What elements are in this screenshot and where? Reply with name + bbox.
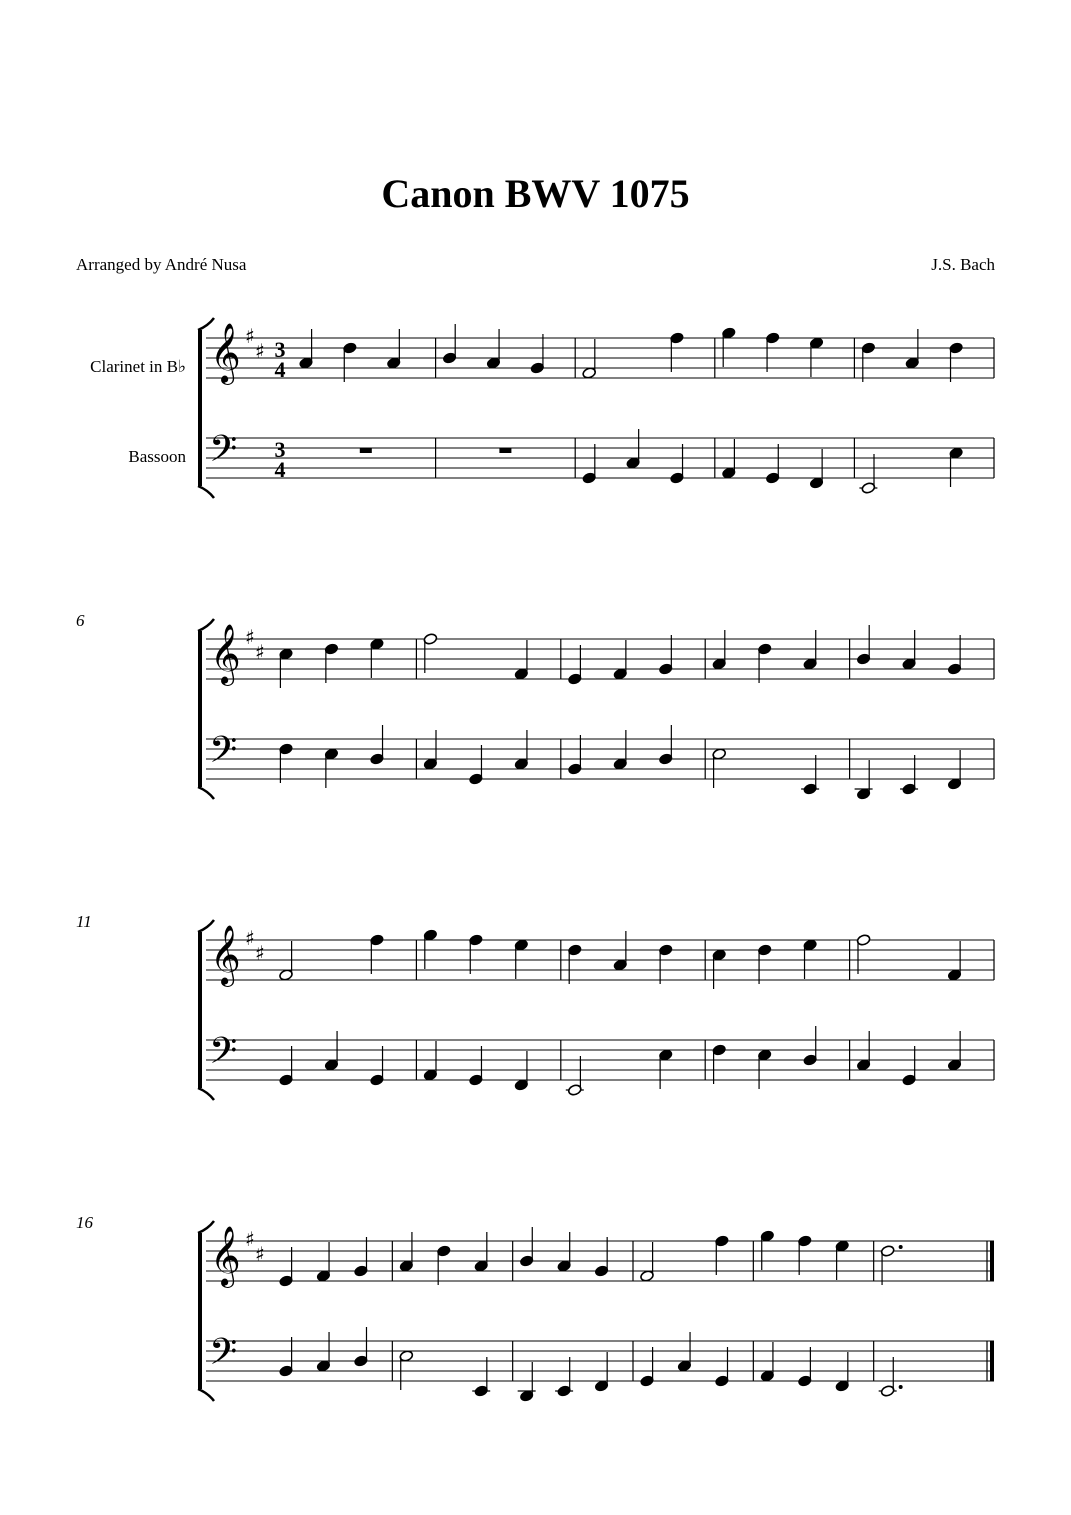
- note: [279, 648, 294, 688]
- note: [530, 334, 545, 374]
- note: [879, 1357, 903, 1397]
- note: [442, 324, 457, 364]
- note: [670, 444, 685, 484]
- sharp-c-icon: ♯: [255, 941, 265, 965]
- note: [947, 1031, 962, 1071]
- treble-clef-icon: 𝄞: [210, 925, 241, 985]
- note: [856, 934, 871, 974]
- sharp-f-icon: ♯: [245, 926, 255, 950]
- system-2: [76, 611, 994, 800]
- note: [900, 755, 918, 795]
- note: [760, 1342, 775, 1382]
- note: [626, 429, 641, 469]
- note: [947, 750, 962, 790]
- note: [902, 630, 917, 670]
- note: [859, 454, 877, 494]
- note: [514, 1051, 529, 1091]
- sharp-f-icon: ♯: [245, 625, 255, 649]
- note: [423, 929, 438, 969]
- time-signature-bottom: 4: [274, 457, 286, 482]
- note: [803, 1026, 818, 1066]
- sharp-c-icon: ♯: [255, 1242, 265, 1266]
- measure-number: 16: [76, 1213, 93, 1232]
- note: [670, 332, 685, 372]
- sharp-c-icon: ♯: [255, 640, 265, 664]
- note: [279, 1046, 294, 1086]
- bass-clef-icon: 𝄢: [209, 428, 238, 479]
- sharp-c-icon: ♯: [255, 339, 265, 363]
- note: [801, 755, 819, 795]
- note: [594, 1352, 609, 1392]
- note: [279, 1247, 294, 1287]
- note: [715, 1347, 730, 1387]
- score-title: Canon BWV 1075: [381, 171, 690, 216]
- treble-clef-icon: 𝄞: [210, 1226, 241, 1286]
- note: [757, 944, 772, 984]
- note: [370, 1046, 385, 1086]
- note: [809, 449, 824, 489]
- note: [613, 931, 628, 971]
- note: [712, 949, 727, 989]
- note: [354, 1327, 369, 1367]
- time-signature-bottom: 4: [274, 357, 286, 382]
- note: [399, 1350, 414, 1390]
- note: [324, 748, 339, 788]
- measure-number: 11: [76, 912, 92, 931]
- final-barline: [990, 1241, 994, 1281]
- note: [370, 638, 385, 678]
- note: [715, 1235, 730, 1275]
- treble-clef-icon: 𝄞: [210, 323, 241, 383]
- note: [658, 635, 673, 675]
- note: [436, 1245, 451, 1285]
- note: [370, 934, 385, 974]
- note: [514, 730, 529, 770]
- note: [279, 941, 294, 981]
- arranger-credit: Arranged by André Nusa: [76, 255, 247, 274]
- system-4: [76, 1213, 994, 1402]
- note: [474, 1232, 489, 1272]
- note: [757, 1049, 772, 1089]
- system-bracket: [198, 330, 202, 486]
- note: [486, 329, 501, 369]
- bracket-bottom-curl: [198, 787, 214, 799]
- note: [765, 332, 780, 372]
- note: [947, 635, 962, 675]
- note: [299, 329, 314, 369]
- note: [582, 339, 597, 379]
- note: [640, 1347, 655, 1387]
- note: [613, 640, 628, 680]
- composer-credit: J.S. Bach: [931, 255, 995, 274]
- note: [765, 444, 780, 484]
- note: [514, 939, 529, 979]
- note: [567, 645, 582, 685]
- bracket-bottom-curl: [198, 486, 214, 498]
- augmentation-dot: [899, 1385, 903, 1389]
- measure-number: 6: [76, 611, 85, 630]
- note: [469, 745, 484, 785]
- note: [757, 643, 772, 683]
- bass-clef-icon: 𝄢: [209, 729, 238, 780]
- note: [354, 1237, 369, 1277]
- note: [658, 944, 673, 984]
- note: [423, 1041, 438, 1081]
- note: [613, 730, 628, 770]
- sharp-f-icon: ♯: [245, 324, 255, 348]
- augmentation-dot: [899, 1245, 903, 1249]
- note: [566, 1056, 584, 1096]
- bracket-bottom-curl: [198, 1088, 214, 1100]
- note: [518, 1362, 536, 1402]
- note: [835, 1240, 850, 1280]
- note: [835, 1352, 850, 1392]
- note: [902, 1046, 917, 1086]
- time-signature-top: 3: [274, 437, 286, 462]
- note: [279, 1337, 294, 1377]
- sharp-f-icon: ♯: [245, 1227, 255, 1251]
- note: [582, 444, 597, 484]
- note: [712, 630, 727, 670]
- note: [324, 1031, 339, 1071]
- note: [557, 1232, 572, 1272]
- note: [797, 1235, 812, 1275]
- note: [316, 1242, 331, 1282]
- note: [469, 1046, 484, 1086]
- note: [567, 944, 582, 984]
- bass-clef-icon: 𝄢: [209, 1030, 238, 1081]
- note: [567, 735, 582, 775]
- whole-rest: [360, 448, 372, 453]
- instrument-name: Clarinet in B♭: [90, 357, 186, 376]
- note: [760, 1230, 775, 1270]
- note: [803, 939, 818, 979]
- bass-clef-icon: 𝄢: [209, 1331, 238, 1382]
- note: [640, 1242, 655, 1282]
- note: [721, 439, 736, 479]
- note: [721, 327, 736, 367]
- note: [861, 342, 876, 382]
- system-3: [76, 912, 994, 1100]
- note: [519, 1227, 534, 1267]
- note: [343, 342, 358, 382]
- note: [279, 743, 294, 783]
- system-bracket: [198, 1233, 202, 1389]
- note: [949, 342, 964, 382]
- note: [514, 640, 529, 680]
- system-bracket: [198, 631, 202, 787]
- note: [399, 1232, 414, 1272]
- note: [469, 934, 484, 974]
- note: [658, 725, 673, 765]
- note: [809, 337, 824, 377]
- note: [423, 633, 438, 673]
- note: [856, 625, 871, 665]
- note: [594, 1237, 609, 1277]
- note: [677, 1332, 692, 1372]
- note: [386, 329, 401, 369]
- note: [712, 1044, 727, 1084]
- note: [370, 725, 385, 765]
- system-1: [90, 318, 994, 498]
- note: [947, 941, 962, 981]
- system-bracket: [198, 932, 202, 1088]
- time-signature-top: 3: [274, 337, 286, 362]
- note: [855, 760, 873, 800]
- treble-clef-icon: 𝄞: [210, 624, 241, 684]
- note: [555, 1357, 573, 1397]
- whole-rest: [499, 448, 511, 453]
- note: [316, 1332, 331, 1372]
- bracket-bottom-curl: [198, 1389, 214, 1401]
- note: [712, 748, 727, 788]
- note: [949, 447, 964, 487]
- note: [423, 730, 438, 770]
- note: [803, 630, 818, 670]
- note: [797, 1347, 812, 1387]
- note: [472, 1357, 490, 1397]
- note: [905, 329, 920, 369]
- note: [658, 1049, 673, 1089]
- note: [856, 1031, 871, 1071]
- instrument-name: Bassoon: [128, 447, 186, 466]
- note: [324, 643, 339, 683]
- final-barline: [990, 1341, 994, 1381]
